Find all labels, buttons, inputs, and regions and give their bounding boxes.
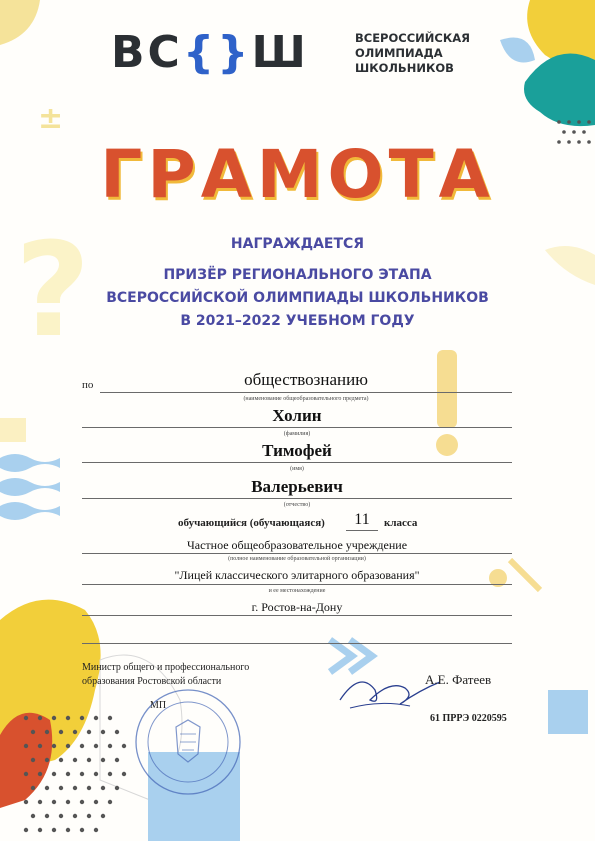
prize-heading-line2: ВСЕРОССИЙСКОЙ ОЛИМПИАДЫ ШКОЛЬНИКОВ (106, 290, 489, 306)
po-label: по (82, 379, 94, 391)
logo-subtitle (355, 31, 470, 76)
logo-subtitle-line2: ОЛИМПИАДА (355, 46, 443, 60)
empty-line (82, 643, 512, 644)
patronymic-value: Валерьевич (251, 477, 343, 496)
logo-letters-vs: ВС (111, 27, 183, 78)
left-yellow-block (0, 418, 26, 442)
prize-heading-line1: ПРИЗЁР РЕГИОНАЛЬНОГО ЭТАПА (163, 267, 432, 283)
signature-scribble (330, 660, 450, 720)
top-right-blue-blob (500, 38, 535, 63)
surname-value: Холин (272, 406, 322, 425)
subject-caption: (наименование общеобразовательного предмета) (243, 396, 369, 402)
name-caption: (имя) (290, 466, 304, 472)
logo-subtitle-line1: ВСЕРОССИЙСКАЯ (355, 31, 470, 45)
org-value-line1: Частное общеобразовательное учреждение (186, 538, 408, 552)
location-caption: и ее местонахождение (268, 588, 326, 594)
grade-label: класса (384, 517, 418, 529)
org-value-line2: "Лицей классического элитарного образования" (174, 568, 420, 582)
patronymic-caption: (отчество) (283, 502, 311, 508)
city-line (82, 615, 512, 616)
signer-position-line2: образования Ростовской области (82, 676, 222, 687)
logo-brace-icon: {} (182, 27, 252, 78)
org-line2 (82, 584, 512, 585)
wave-1 (0, 454, 60, 472)
name-value: Тимофей (262, 441, 332, 460)
mp-label: МП (150, 700, 167, 711)
name-line (82, 462, 512, 463)
yellow-slash (510, 560, 540, 590)
top-right-teal-shape (524, 54, 595, 127)
wave-3 (0, 502, 60, 520)
org-line1 (82, 553, 512, 554)
plus-minus-icon: ± (38, 101, 64, 136)
signer-name: А.Е. Фатеев (425, 672, 492, 687)
vsosh-logo (111, 27, 309, 78)
grade-value: 11 (354, 511, 370, 528)
prize-heading-line3: В 2021–2022 УЧЕБНОМ ГОДУ (180, 313, 415, 329)
page-title: ГРАМОТА (100, 136, 495, 213)
serial-number: 61 ПРРЭ 0220595 (430, 713, 507, 724)
surname-line (82, 427, 512, 428)
logo-letter-sh: Ш (251, 27, 309, 78)
wave-2 (0, 478, 60, 496)
city-value: г. Ростов-на-Дону (251, 600, 343, 614)
logo-mark (111, 27, 309, 78)
surname-caption: (фамилия) (283, 431, 311, 437)
signer-position-line1: Министр общего и профессионального (82, 662, 250, 673)
subject-line (100, 392, 512, 393)
subject-value: обществознанию (244, 370, 368, 389)
patronymic-line (82, 498, 512, 499)
question-mark-icon: ? (15, 214, 91, 366)
logo-subtitle-line3: ШКОЛЬНИКОВ (355, 61, 454, 75)
student-label: обучающийся (обучающаяся) (178, 517, 325, 529)
top-left-yellow-blob (0, 0, 40, 45)
grade-line (346, 530, 378, 531)
bottom-right-blue-square (548, 690, 588, 734)
org-caption: (полное наименование образовательной организации) (228, 556, 366, 562)
official-seal (118, 682, 258, 802)
awarded-heading: НАГРАЖДАЕТСЯ (230, 236, 365, 252)
